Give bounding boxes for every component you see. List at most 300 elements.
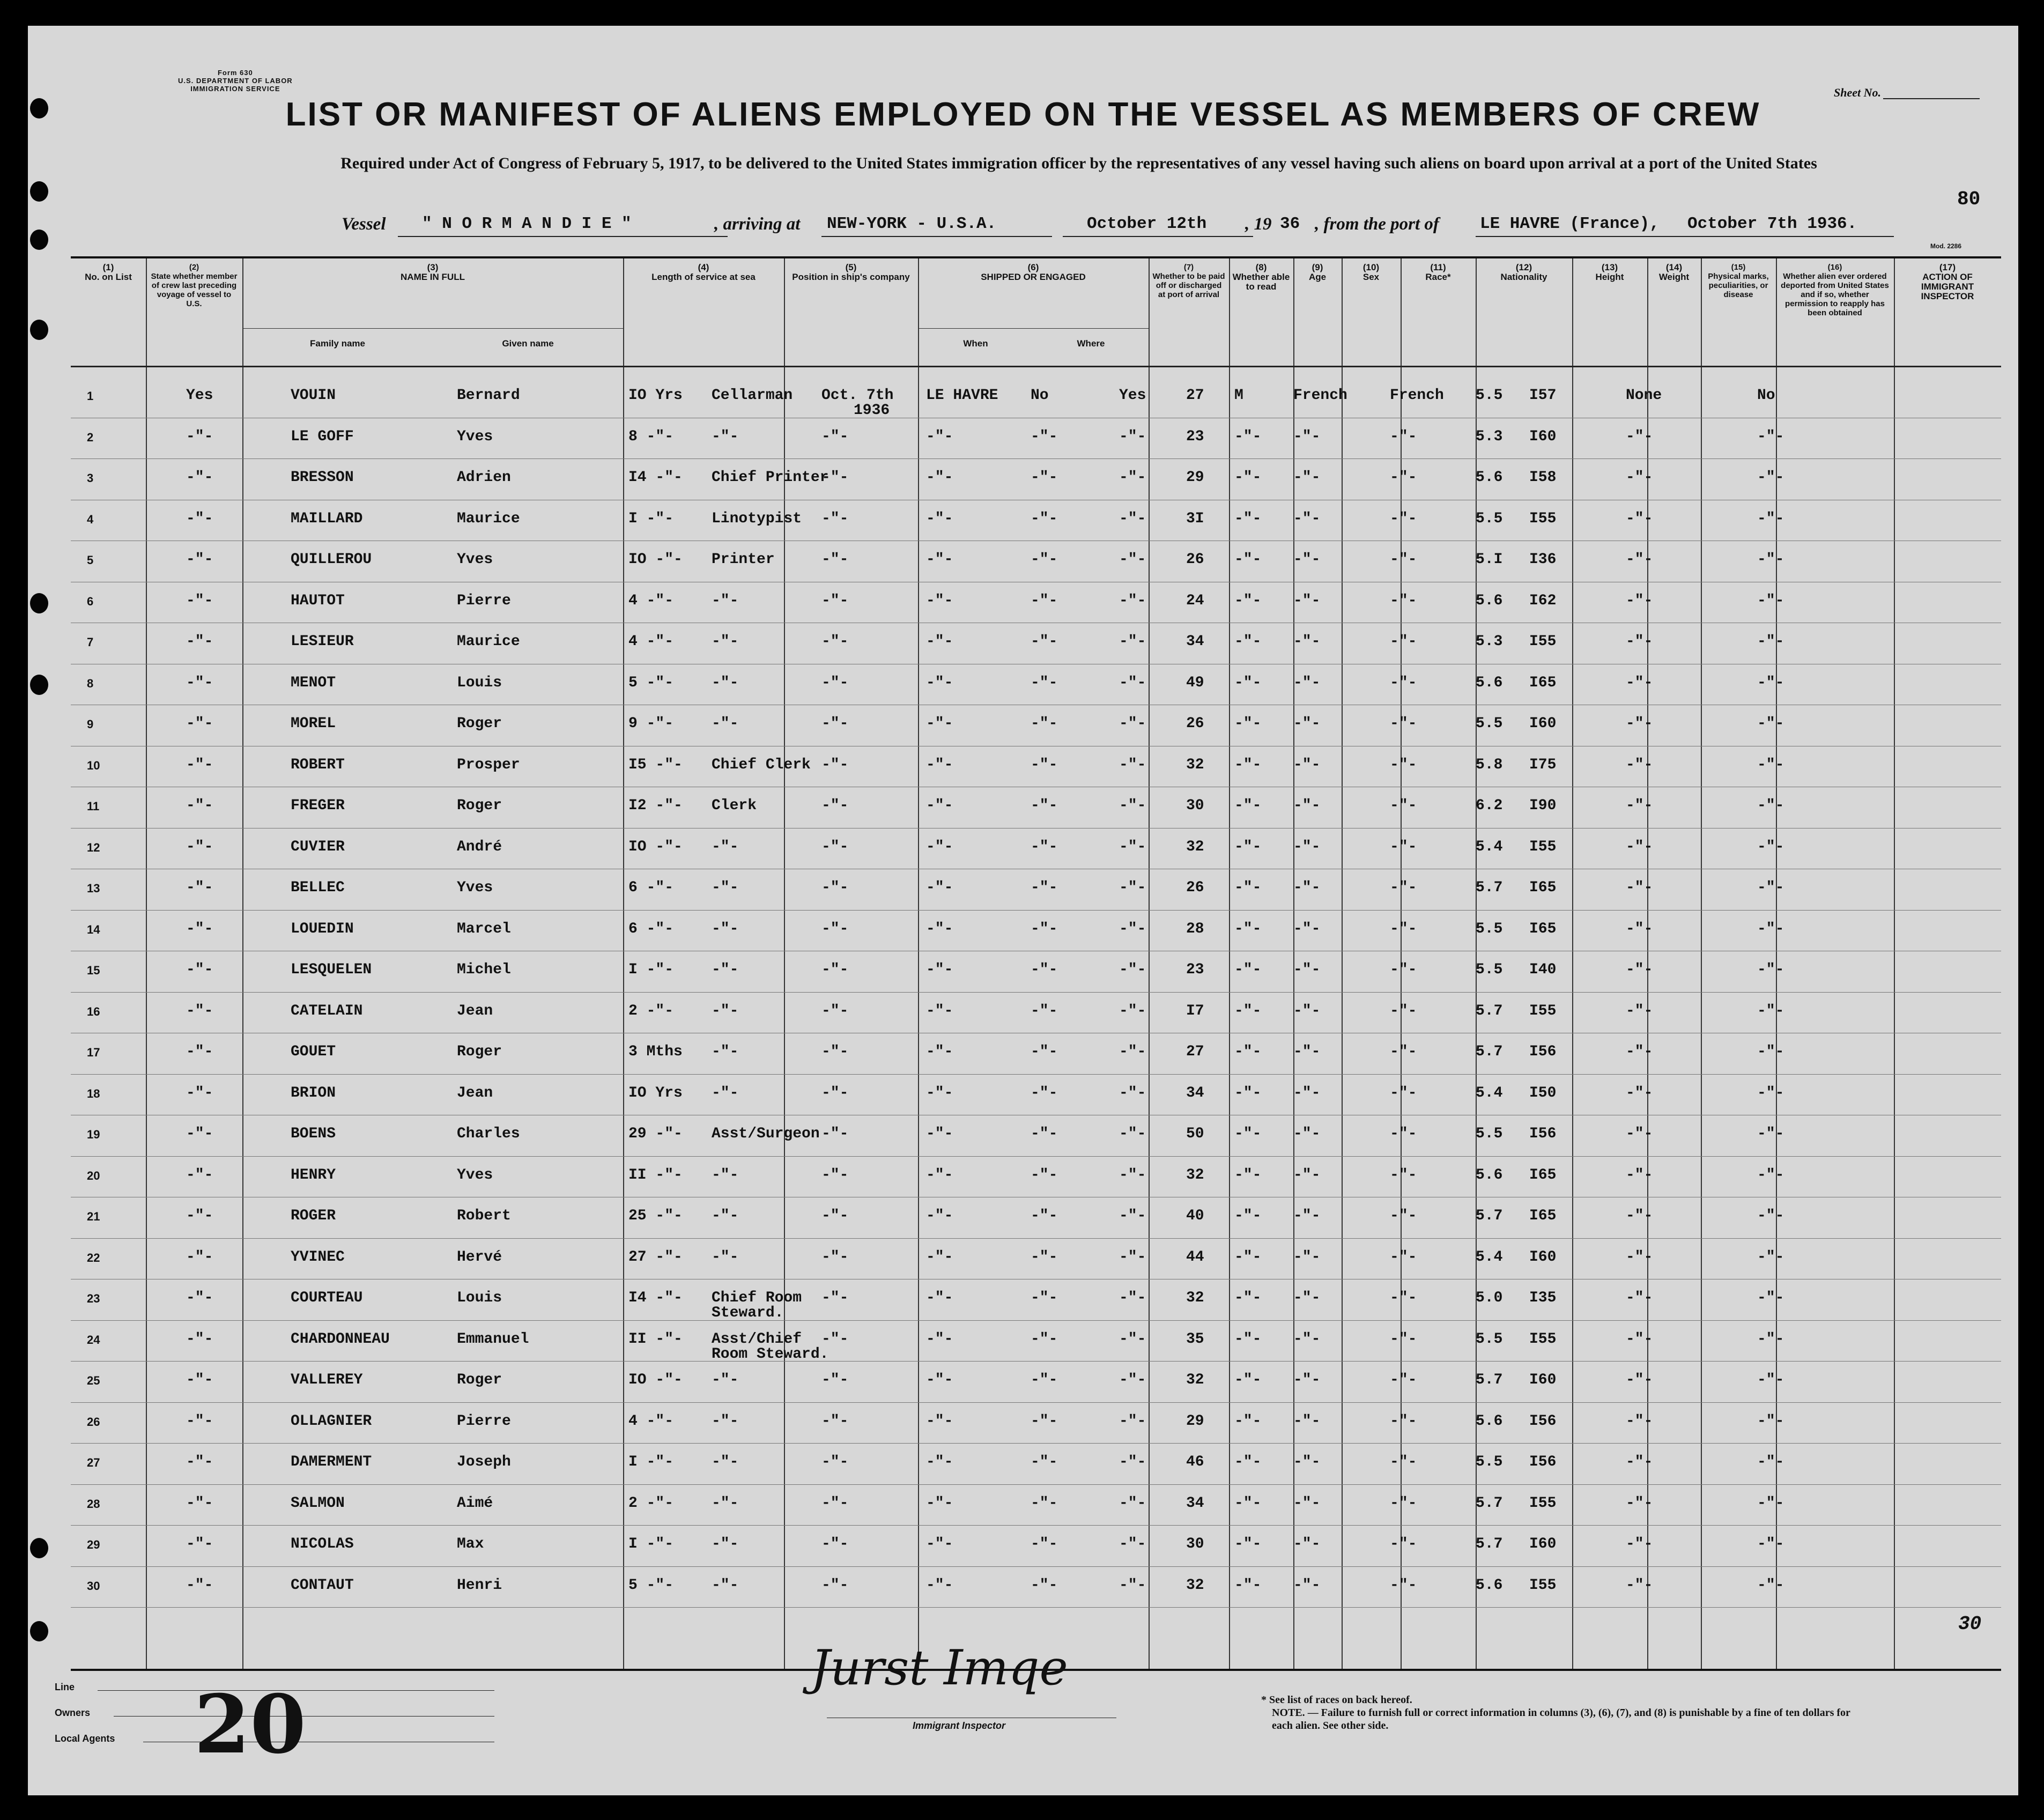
shipped-when-cell: -"- — [821, 961, 849, 978]
service-length-cell: 2 -"- — [628, 1495, 674, 1512]
able-to-read-cell: -"- — [1119, 1166, 1146, 1183]
row-number: 4 — [87, 512, 94, 526]
family-name-cell: DAMERMENT — [291, 1454, 372, 1470]
deported-cell: -"- — [1757, 469, 1784, 486]
deported-cell: -"- — [1757, 1084, 1784, 1101]
race-cell: -"- — [1293, 551, 1321, 568]
shipped-when-cell: -"- — [821, 1290, 849, 1306]
race-cell: -"- — [1293, 797, 1321, 814]
prev-voyage-cell: -"- — [186, 633, 213, 650]
given-name-cell: Louis — [457, 1290, 502, 1306]
nationality-cell: -"- — [1390, 551, 1417, 568]
able-to-read-cell: -"- — [1119, 1412, 1146, 1430]
nationality-cell: -"- — [1390, 1166, 1417, 1183]
paid-off-cell: -"- — [1031, 756, 1058, 773]
physical-marks-cell: -"- — [1626, 961, 1653, 978]
given-name-cell: Jean — [457, 1002, 493, 1019]
service-length-cell: I2 -"- — [628, 797, 683, 814]
column-subheader: Given name — [502, 338, 554, 349]
position-cell: Cellarman — [712, 387, 793, 404]
column-header — [1342, 263, 1401, 282]
position-cell: -"- — [712, 1495, 739, 1512]
weight-cell: I56 — [1529, 1454, 1557, 1470]
deported-cell: -"- — [1757, 1208, 1784, 1224]
shipped-where-cell: -"- — [926, 1412, 953, 1430]
age-cell: I7 — [1186, 1002, 1204, 1019]
row-number: 3 — [87, 471, 94, 485]
shipped-when-cell: -"- — [821, 469, 849, 486]
column-number: (16) — [1827, 263, 1842, 272]
age-cell: 26 — [1186, 879, 1204, 896]
nationality-cell: -"- — [1390, 1495, 1417, 1512]
deported-cell: -"- — [1757, 510, 1784, 527]
shipped-where-cell: -"- — [926, 592, 953, 609]
prev-voyage-cell: -"- — [186, 1290, 213, 1306]
shipped-where-cell: -"- — [926, 1536, 953, 1552]
column-number: (13) — [1601, 262, 1618, 272]
service-length-cell: 2 -"- — [628, 1002, 674, 1019]
weight-cell: I65 — [1529, 1208, 1557, 1224]
weight-cell: I55 — [1529, 1495, 1557, 1512]
nationality-cell: -"- — [1390, 715, 1417, 732]
row-number: 22 — [87, 1251, 100, 1264]
weight-cell: I55 — [1529, 510, 1557, 527]
row-rule — [71, 1566, 2001, 1567]
nationality-cell: -"- — [1390, 1412, 1417, 1430]
height-cell: 5.7 — [1476, 1536, 1503, 1552]
shipped-when-cell: -"- — [821, 756, 849, 773]
sex-cell: -"- — [1234, 1495, 1262, 1512]
column-header — [1572, 263, 1647, 282]
shipped-where-cell: -"- — [926, 1372, 953, 1388]
position-cell: Asst/Chief — [712, 1330, 802, 1348]
height-cell: 5.5 — [1476, 715, 1503, 732]
deported-cell: -"- — [1757, 1166, 1784, 1183]
height-cell: 5.7 — [1476, 1495, 1503, 1512]
physical-marks-cell: -"- — [1626, 879, 1653, 896]
age-cell: 32 — [1186, 1372, 1204, 1388]
weight-cell: I75 — [1529, 756, 1557, 773]
row-rule — [71, 1443, 2001, 1444]
deported-cell: -"- — [1757, 1454, 1784, 1470]
row-number: 9 — [87, 717, 94, 731]
row-number: 28 — [87, 1497, 100, 1511]
shipped-where-cell: -"- — [926, 1208, 953, 1224]
prev-voyage-cell: -"- — [186, 1208, 213, 1224]
paid-off-cell: -"- — [1031, 797, 1058, 814]
row-rule — [71, 1525, 2001, 1526]
shipped-when-cell: -"- — [821, 797, 849, 814]
shipped-where-cell: -"- — [926, 1126, 953, 1142]
position-cell-line2: Room Steward. — [712, 1345, 829, 1363]
weight-cell: I60 — [1529, 1248, 1557, 1266]
column-rule — [918, 258, 919, 1669]
shipped-where-cell: -"- — [926, 1044, 953, 1060]
service-length-cell: 8 -"- — [628, 428, 674, 445]
form-number: Form 630 — [217, 69, 253, 77]
row-number: 16 — [87, 1004, 100, 1018]
given-name-cell: Yves — [457, 879, 493, 896]
deported-cell: -"- — [1757, 1248, 1784, 1266]
able-to-read-cell: -"- — [1119, 674, 1146, 691]
paid-off-cell: -"- — [1031, 510, 1058, 527]
nationality-cell: -"- — [1390, 1454, 1417, 1470]
sex-cell: -"- — [1234, 838, 1262, 855]
service-length-cell: 9 -"- — [628, 715, 674, 732]
family-name-cell: CHARDONNEAU — [291, 1330, 390, 1348]
able-to-read-cell: -"- — [1119, 1084, 1146, 1101]
height-cell: 6.2 — [1476, 797, 1503, 814]
age-cell: 27 — [1186, 387, 1204, 404]
sex-cell: -"- — [1234, 1577, 1262, 1594]
sex-cell: -"- — [1234, 1126, 1262, 1142]
given-name-cell: André — [457, 838, 502, 855]
weight-cell: I56 — [1529, 1126, 1557, 1142]
race-cell: -"- — [1293, 1248, 1321, 1266]
race-cell: -"- — [1293, 510, 1321, 527]
shipped-where-cell: -"- — [926, 838, 953, 855]
sex-cell: -"- — [1234, 797, 1262, 814]
column-number: (8) — [1255, 262, 1267, 272]
shipped-when-cell: -"- — [821, 1495, 849, 1512]
inspector-signature: Jurst Imqe — [811, 1640, 1068, 1696]
race-cell: -"- — [1293, 1084, 1321, 1101]
able-to-read-cell: -"- — [1119, 961, 1146, 978]
service-length-cell: IO -"- — [628, 1372, 683, 1388]
row-number: 23 — [87, 1292, 100, 1305]
note-text: — Failure to furnish full or correct information in columns (3), (6), (7), and (8) is punishable by a fine of ten dollars for each alien. See other side. — [1272, 1707, 1850, 1732]
family-name-cell: QUILLEROU — [291, 551, 372, 568]
able-to-read-cell: -"- — [1119, 1577, 1146, 1594]
shipped-where-cell: -"- — [926, 1166, 953, 1183]
sex-cell: -"- — [1234, 1454, 1262, 1470]
position-cell: -"- — [712, 674, 739, 691]
position-cell: -"- — [712, 1084, 739, 1101]
sex-cell: -"- — [1234, 715, 1262, 732]
position-cell: -"- — [712, 1248, 739, 1266]
position-cell: -"- — [712, 1454, 739, 1470]
column-label: SHIPPED OR ENGAGED — [981, 272, 1086, 282]
column-rule — [1701, 258, 1702, 1669]
sex-cell: -"- — [1234, 1372, 1262, 1388]
service-length-cell: IO Yrs — [628, 387, 683, 404]
line-label: Line — [55, 1682, 75, 1692]
prev-voyage-cell: -"- — [186, 1536, 213, 1552]
shipped-when-cell: -"- — [821, 1330, 849, 1348]
deported-cell: -"- — [1757, 838, 1784, 855]
deported-cell: -"- — [1757, 551, 1784, 568]
family-name-cell: MOREL — [291, 715, 336, 732]
shipped-where-cell: -"- — [926, 961, 953, 978]
given-name-cell: Emmanuel — [457, 1330, 529, 1348]
physical-marks-cell: -"- — [1626, 1290, 1653, 1306]
height-cell: 5.I — [1476, 551, 1503, 568]
shipped-when-cell: -"- — [821, 551, 849, 568]
row-number: 18 — [87, 1086, 100, 1100]
able-to-read-cell: -"- — [1119, 879, 1146, 896]
service-length-cell: I -"- — [628, 1454, 674, 1470]
service-length-cell: I5 -"- — [628, 756, 683, 773]
row-number: 21 — [87, 1210, 100, 1223]
shipped-where-cell: -"- — [926, 633, 953, 650]
height-cell: 5.3 — [1476, 428, 1503, 445]
shipped-where-cell: -"- — [926, 510, 953, 527]
physical-marks-cell: -"- — [1626, 920, 1653, 937]
shipped-where-cell: LE HAVRE — [926, 387, 998, 404]
able-to-read-cell: -"- — [1119, 1126, 1146, 1142]
page-subtitle: Required under Act of Congress of February 5, 1917, to be delivered to the United States immigration officer by the representatives of any vessel having such aliens on board upon arrival at a port of the United States — [340, 154, 1817, 172]
given-name-cell: Charles — [457, 1126, 520, 1142]
row-number: 27 — [87, 1456, 100, 1469]
physical-marks-cell: -"- — [1626, 551, 1653, 568]
weight-cell: I56 — [1529, 1412, 1557, 1430]
position-cell: -"- — [712, 879, 739, 896]
deported-cell: -"- — [1757, 1126, 1784, 1142]
deported-cell: -"- — [1757, 715, 1784, 732]
height-cell: 5.5 — [1476, 1454, 1503, 1470]
column-label: Sex — [1362, 272, 1380, 282]
service-length-cell: I -"- — [628, 510, 674, 527]
physical-marks-cell: -"- — [1626, 1084, 1653, 1101]
weight-cell: I65 — [1529, 674, 1557, 691]
age-cell: 24 — [1186, 592, 1204, 609]
paid-off-cell: -"- — [1031, 838, 1058, 855]
row-number: 15 — [87, 964, 100, 977]
deported-cell: -"- — [1757, 961, 1784, 978]
able-to-read-cell: -"- — [1119, 510, 1146, 527]
row-number: 7 — [87, 635, 94, 649]
shipped-where-cell: -"- — [926, 1454, 953, 1470]
family-name-cell: YVINEC — [291, 1248, 345, 1266]
service-length-cell: 4 -"- — [628, 633, 674, 650]
able-to-read-cell: -"- — [1119, 797, 1146, 814]
able-to-read-cell: -"- — [1119, 1330, 1146, 1348]
paid-off-cell: -"- — [1031, 1372, 1058, 1388]
prev-voyage-cell: -"- — [186, 879, 213, 896]
given-name-cell: Pierre — [457, 592, 511, 609]
sex-cell: -"- — [1234, 1166, 1262, 1183]
family-name-cell: BOENS — [291, 1126, 336, 1142]
column-header — [1647, 263, 1701, 282]
paid-off-cell: -"- — [1031, 1330, 1058, 1348]
prev-voyage-cell: -"- — [186, 920, 213, 937]
race-cell: -"- — [1293, 633, 1321, 650]
prev-voyage-cell: -"- — [186, 961, 213, 978]
row-rule — [71, 1238, 2001, 1239]
deported-cell: -"- — [1757, 1495, 1784, 1512]
year-prefix: , 19 — [1245, 214, 1272, 234]
physical-marks-cell: -"- — [1626, 756, 1653, 773]
sex-cell: -"- — [1234, 961, 1262, 978]
column-label: Nationality — [1500, 272, 1547, 282]
paid-off-cell: -"- — [1031, 920, 1058, 937]
column-rule — [623, 258, 624, 1669]
height-cell: 5.7 — [1476, 1044, 1503, 1060]
column-header — [623, 263, 784, 282]
paid-off-cell: -"- — [1031, 428, 1058, 445]
row-number: 8 — [87, 676, 94, 690]
paid-off-cell: No — [1031, 387, 1049, 404]
height-cell: 5.8 — [1476, 756, 1503, 773]
shipped-when-cell: -"- — [821, 879, 849, 896]
weight-cell: I50 — [1529, 1084, 1557, 1101]
family-name-cell: LESIEUR — [291, 633, 354, 650]
able-to-read-cell: -"- — [1119, 1372, 1146, 1388]
given-name-cell: Robert — [457, 1208, 511, 1224]
given-name-cell: Pierre — [457, 1412, 511, 1430]
prev-voyage-cell: -"- — [186, 1002, 213, 1019]
handwritten-page-number: 20 — [194, 1677, 306, 1772]
arriving-port: NEW-YORK - U.S.A. — [827, 214, 997, 233]
height-cell: 5.7 — [1476, 1208, 1503, 1224]
race-cell: -"- — [1293, 674, 1321, 691]
prev-voyage-cell: -"- — [186, 1495, 213, 1512]
row-number: 10 — [87, 758, 100, 772]
column-header — [1476, 263, 1572, 282]
row-rule — [71, 1074, 2001, 1075]
height-cell: 5.5 — [1476, 961, 1503, 978]
row-number: 17 — [87, 1046, 100, 1059]
given-name-cell: Joseph — [457, 1454, 511, 1470]
family-name-cell: VOUIN — [291, 387, 336, 404]
position-cell: -"- — [712, 1002, 739, 1019]
prev-voyage-cell: -"- — [186, 838, 213, 855]
height-cell: 5.6 — [1476, 469, 1503, 486]
binder-hole — [30, 320, 48, 340]
able-to-read-cell: -"- — [1119, 1208, 1146, 1224]
given-name-cell: Bernard — [457, 387, 520, 404]
nationality-cell: -"- — [1390, 797, 1417, 814]
shipped-when-cell: -"- — [821, 1126, 849, 1142]
shipped-when-cell: -"- — [821, 428, 849, 445]
sex-cell: -"- — [1234, 1002, 1262, 1019]
weight-cell: I55 — [1529, 1330, 1557, 1348]
row-number: 6 — [87, 594, 94, 608]
column-label: Height — [1595, 272, 1624, 282]
weight-cell: I62 — [1529, 592, 1557, 609]
column-number: (9) — [1312, 262, 1323, 272]
department-name: U.S. DEPARTMENT OF LABOR — [178, 77, 293, 85]
height-cell: 5.7 — [1476, 1002, 1503, 1019]
shipped-where-cell: -"- — [926, 469, 953, 486]
position-cell: -"- — [712, 1208, 739, 1224]
family-name-cell: LOUEDIN — [291, 920, 354, 937]
race-cell: -"- — [1293, 469, 1321, 486]
shipped-when-cell: -"- — [821, 1044, 849, 1060]
race-cell: -"- — [1293, 592, 1321, 609]
shipped-when-cell: -"- — [821, 1166, 849, 1183]
able-to-read-cell: -"- — [1119, 1044, 1146, 1060]
position-cell: Chief Printer — [712, 469, 829, 486]
physical-marks-cell: -"- — [1626, 674, 1653, 691]
height-cell: 5.5 — [1476, 920, 1503, 937]
prev-voyage-cell: -"- — [186, 1084, 213, 1101]
able-to-read-cell: -"- — [1119, 469, 1146, 486]
prev-voyage-cell: -"- — [186, 1454, 213, 1470]
sex-cell: M — [1234, 387, 1243, 404]
given-name-cell: Yves — [457, 428, 493, 445]
arrival-year: 36 — [1280, 214, 1300, 233]
given-name-cell: Yves — [457, 551, 493, 568]
position-cell: -"- — [712, 1372, 739, 1388]
prev-voyage-cell: -"- — [186, 1412, 213, 1430]
paid-off-cell: -"- — [1031, 1166, 1058, 1183]
age-cell: 35 — [1186, 1330, 1204, 1348]
shipped-where-cell: -"- — [926, 674, 953, 691]
age-cell: 27 — [1186, 1044, 1204, 1060]
row-rule — [71, 1361, 2001, 1362]
family-name-cell: COURTEAU — [291, 1290, 363, 1306]
weight-cell: I60 — [1529, 428, 1557, 445]
column-rule — [1229, 258, 1230, 1669]
family-name-cell: FREGER — [291, 797, 345, 814]
height-cell: 5.6 — [1476, 1412, 1503, 1430]
position-cell: Asst/Surgeon — [712, 1126, 820, 1142]
deported-cell: -"- — [1757, 1290, 1784, 1306]
row-number: 12 — [87, 840, 100, 854]
shipped-where-cell: -"- — [926, 797, 953, 814]
age-cell: 32 — [1186, 1577, 1204, 1594]
sex-cell: -"- — [1234, 920, 1262, 937]
nationality-cell: -"- — [1390, 920, 1417, 937]
shipped-when-cell: -"- — [821, 1002, 849, 1019]
nationality-cell: -"- — [1390, 1002, 1417, 1019]
height-cell: 5.7 — [1476, 1372, 1503, 1388]
subheader-rule — [242, 328, 623, 329]
row-number: 11 — [87, 800, 100, 813]
binder-hole — [30, 181, 48, 202]
row-number: 1 — [87, 389, 94, 403]
prev-voyage-cell: -"- — [186, 592, 213, 609]
physical-marks-cell: -"- — [1626, 838, 1653, 855]
paid-off-cell: -"- — [1031, 961, 1058, 978]
nationality-cell: -"- — [1390, 1536, 1417, 1552]
row-rule — [71, 1484, 2001, 1485]
service-length-cell: I -"- — [628, 1536, 674, 1552]
mod-label: Mod. 2286 — [1930, 242, 1962, 250]
column-label: Physical marks, peculiarities, or disease — [1708, 272, 1769, 299]
shipped-when-cell: -"- — [821, 1412, 849, 1430]
nationality-cell: -"- — [1390, 1208, 1417, 1224]
height-cell: 5.6 — [1476, 592, 1503, 609]
prev-voyage-cell: -"- — [186, 756, 213, 773]
age-cell: 30 — [1186, 1536, 1204, 1552]
family-name-cell: HAUTOT — [291, 592, 345, 609]
deported-cell: -"- — [1757, 797, 1784, 814]
given-name-cell: Prosper — [457, 756, 520, 773]
header-rule — [71, 366, 2001, 367]
column-number: (1) — [102, 262, 114, 272]
row-number: 29 — [87, 1538, 100, 1551]
nationality-cell: -"- — [1390, 1290, 1417, 1306]
race-cell: -"- — [1293, 1044, 1321, 1060]
column-subheader: Where — [1077, 338, 1105, 349]
paid-off-cell: -"- — [1031, 551, 1058, 568]
physical-marks-cell: -"- — [1626, 1412, 1653, 1430]
race-cell: -"- — [1293, 1372, 1321, 1388]
able-to-read-cell: -"- — [1119, 1454, 1146, 1470]
owners-label: Owners — [55, 1707, 91, 1718]
given-name-cell: Roger — [457, 715, 502, 732]
column-header — [1776, 263, 1894, 317]
given-name-cell: Aimé — [457, 1495, 493, 1512]
column-label: State whether member of crew last preceding voyage of vessel to U.S. — [151, 272, 238, 308]
position-cell: -"- — [712, 920, 739, 937]
nationality-cell: French — [1390, 387, 1444, 404]
given-name-cell: Marcel — [457, 920, 511, 937]
age-cell: 23 — [1186, 428, 1204, 445]
shipped-when-cell: -"- — [821, 674, 849, 691]
